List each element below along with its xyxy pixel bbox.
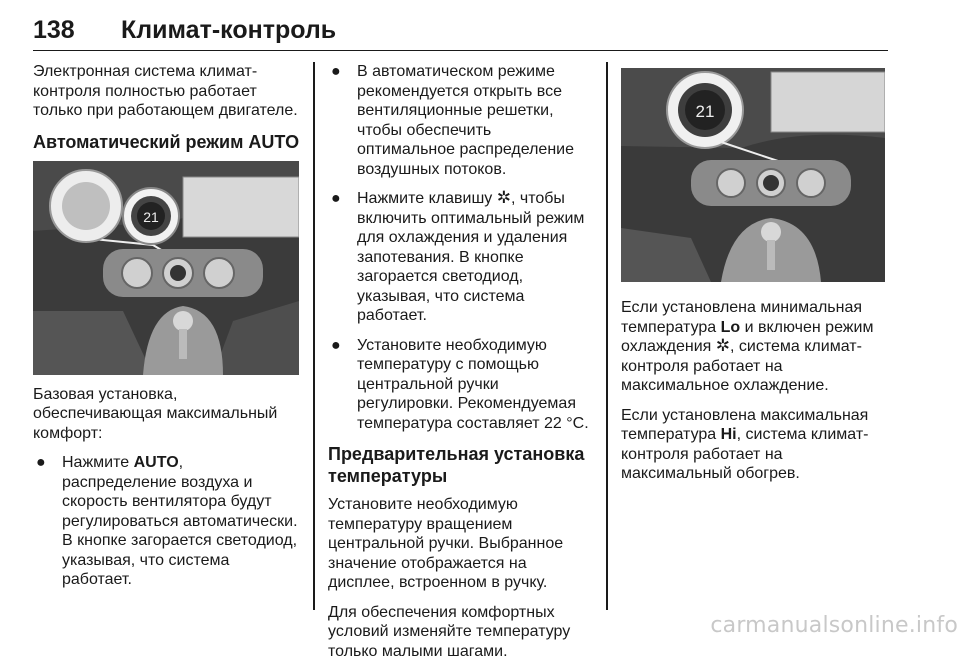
column-divider xyxy=(313,62,315,610)
bullet-text: Нажмите xyxy=(62,454,134,471)
auto-key-label: AUTO xyxy=(133,454,179,471)
display-temperature: 21 xyxy=(695,102,715,121)
figure-temperature-knob xyxy=(621,68,885,282)
basic-setting-paragraph: Базовая установка, обеспечивающая максимальный комфорт: xyxy=(33,385,278,442)
hi-paragraph xyxy=(621,406,885,484)
figure-climate-panel xyxy=(33,161,299,375)
bullet-marker: ● xyxy=(331,336,341,354)
list-item xyxy=(33,453,301,590)
bullet-marker: ● xyxy=(331,63,341,80)
snowflake-icon: ✲ xyxy=(496,188,511,207)
paragraph-text: Если установлена максимальная температура xyxy=(621,406,869,443)
preset-paragraph-2: Для обеспечения комфортных условий изменяйте температуру только малыми шагами. xyxy=(328,603,571,660)
lo-paragraph xyxy=(621,298,885,396)
paragraph-text: , система климат-контроля работает на максимальное охлаждение. xyxy=(621,338,862,394)
section-heading-auto: Автоматический режим AUTO xyxy=(33,131,300,152)
column-divider xyxy=(606,62,608,610)
list-item xyxy=(328,62,592,179)
temperature-knob-illustration xyxy=(621,68,885,282)
list-item xyxy=(328,336,592,434)
hi-key-label: Hi xyxy=(720,426,737,443)
bullet-text: , распределение воздуха и скорость вентилятора будут регулироваться автоматически. В кнопке загорается светодиод, указывая, что система работает. xyxy=(62,454,298,588)
climate-panel-illustration xyxy=(33,161,299,375)
bullet-text: , чтобы включить оптимальный режим для охлаждения и удаления запотевания. В кнопке загорается светодиод, указывая, что система работает. xyxy=(357,190,585,324)
bullet-text: Установите необходимую температуру с помощью центральной ручки регулировки. Рекомендуемая температура составляет 22 °C. xyxy=(357,336,589,432)
list-item xyxy=(328,189,592,326)
bullet-text: В автоматическом режиме рекомендуется открыть все вентиляционные решетки, чтобы обеспечить оптимальное распределение воздушных потоков. xyxy=(357,63,574,178)
column-2 xyxy=(328,62,592,671)
chapter-title: Климат-контроль xyxy=(121,16,337,44)
column-3 xyxy=(621,62,885,494)
page-header xyxy=(33,10,888,51)
watermark: carmanualsonline.info xyxy=(710,613,958,638)
paragraph-text: Если установлена минимальная температура xyxy=(621,299,863,336)
bullet-marker: ● xyxy=(36,454,46,471)
bullet-marker: ● xyxy=(331,190,341,207)
section-heading-preset: Предварительная установка температуры xyxy=(328,444,585,486)
intro-paragraph: Электронная система климат-контроля полностью работает только при работающем двигателе. xyxy=(33,63,298,119)
paragraph-text: и включен режим охлаждения xyxy=(621,318,874,355)
preset-paragraph-1: Установите необходимую температуру вращением центральной ручки. Выбранное значение отображается на дисплее, встроенном в ручку. xyxy=(328,496,564,591)
bullet-text: Нажмите клавишу xyxy=(357,190,497,207)
column-1 xyxy=(33,62,301,600)
paragraph-text: , система климат-контроля работает на максимальный обогрев. xyxy=(621,426,869,482)
page-number: 138 xyxy=(33,16,75,44)
lo-key-label: Lo xyxy=(720,318,741,336)
display-temperature: 21 xyxy=(143,208,159,225)
snowflake-icon: ✲ xyxy=(715,336,731,355)
